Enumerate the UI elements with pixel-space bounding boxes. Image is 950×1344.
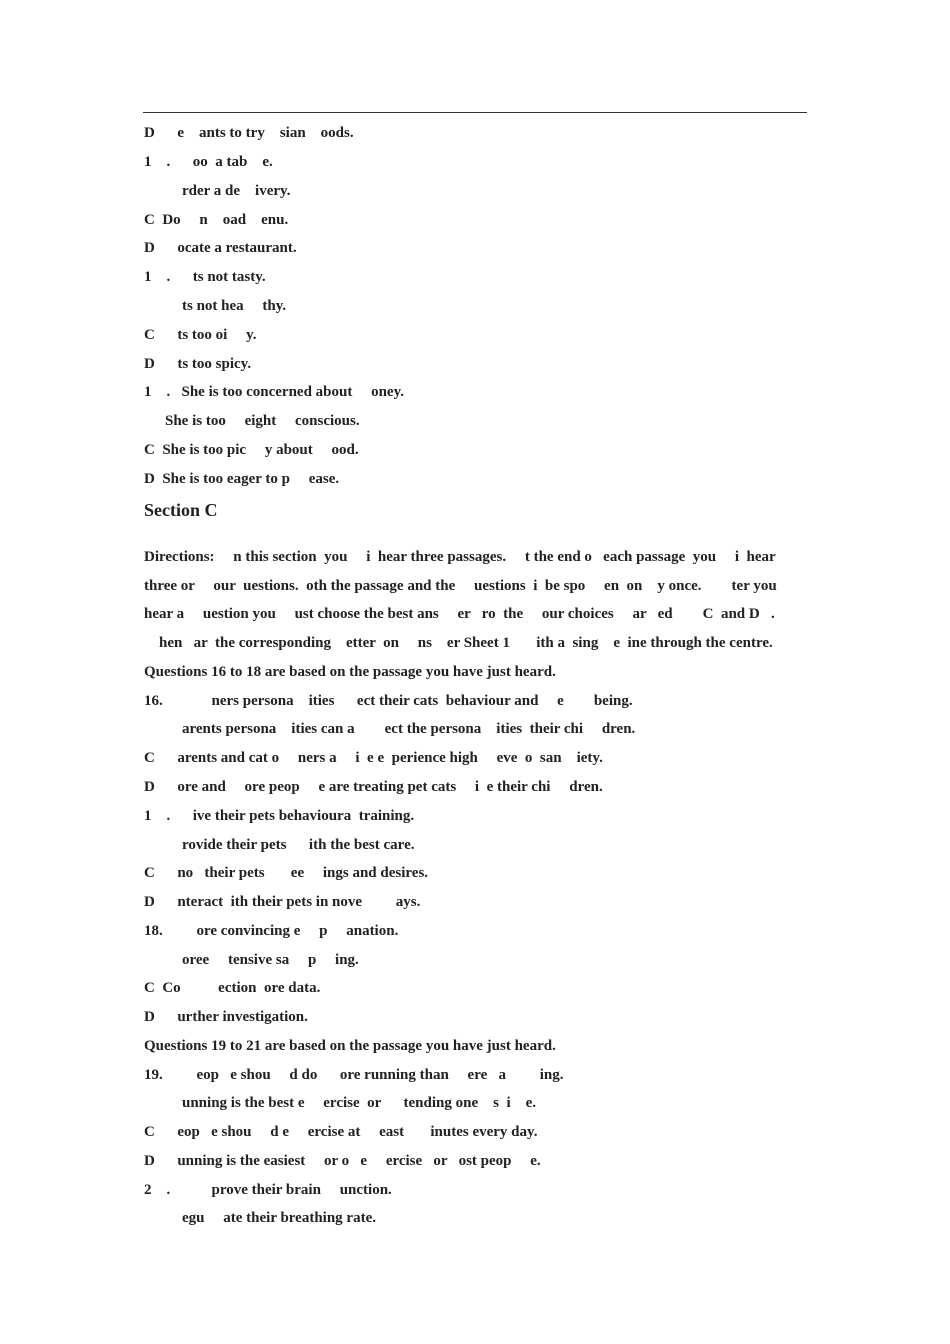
option-d-pets-like-children: D ore and ore peop e are treating pet cats i e their chi dren.: [144, 779, 603, 795]
option-b-weight-conscious: She is too eight conscious.: [165, 413, 360, 429]
header-rule: [143, 112, 807, 113]
question-16: 16. ners persona ities ect their cats behaviour and e being.: [144, 693, 633, 709]
option-b-parents-personalities: arents persona ities can a ect the persona ities their chi dren.: [182, 721, 636, 737]
option-d-further-investigation: D urther investigation.: [144, 1009, 308, 1025]
question-17: 1 . ive their pets behavioura training.: [144, 808, 415, 824]
option-b-best-care: rovide their pets ith the best care.: [182, 837, 415, 853]
question-18: 18. ore convincing e p anation.: [144, 923, 399, 939]
question-14: 1 . She is too concerned about oney.: [144, 384, 405, 400]
option-c-picky-food: C She is too pic y about ood.: [144, 442, 359, 458]
directions-line-1: Directions: n this section you i hear three passages. t the end o each passage you i hear: [144, 549, 776, 565]
questions-19-21-intro: Questions 19 to 21 are based on the passage you have just heard.: [144, 1038, 556, 1054]
option-d-locate-restaurant: D ocate a restaurant.: [144, 240, 297, 256]
option-c-download-menu: C Do n oad enu.: [144, 212, 289, 228]
option-b-not-healthy: ts not hea thy.: [182, 298, 287, 314]
option-d-running-easiest: D unning is the easiest or o e ercise or ost peop e.: [144, 1153, 541, 1169]
option-c-anxiety: C arents and cat o ners a i e e perience high eve o san iety.: [144, 750, 603, 766]
question-19: 19. eop e shou d do ore running than ere a ing.: [144, 1067, 564, 1083]
directions-line-4: hen ar the corresponding etter on ns er Sheet 1 ith a sing e ine through the centre.: [144, 635, 773, 651]
option-b-order-delivery: rder a de ivery.: [182, 183, 291, 199]
question-20: 2 . prove their brain unction.: [144, 1182, 392, 1198]
option-d-interact-novel-ways: D nteract ith their pets in nove ays.: [144, 894, 421, 910]
option-c-collection-data: C Co ection ore data.: [144, 980, 321, 996]
option-c-exercise-minutes: C eop e shou d e ercise at east inutes every day.: [144, 1124, 538, 1140]
question-12: 1 . oo a tab e.: [144, 154, 273, 170]
section-c-heading: Section C: [144, 500, 218, 520]
directions-line-2: three or our uestions. oth the passage and the uestions i be spo en on y once. ter you: [144, 578, 777, 594]
option-d-eager-please: D She is too eager to p ease.: [144, 471, 340, 487]
option-c-too-oily: C ts too oi y.: [144, 327, 257, 343]
option-b-extensive-sampling: oree tensive sa p ing.: [182, 952, 359, 968]
option-d-too-spicy: D ts too spicy.: [144, 356, 252, 372]
option-b-running-best-exercise: unning is the best e ercise or tending one s i e.: [182, 1095, 537, 1111]
option-c-feelings: C no their pets ee ings and desires.: [144, 865, 429, 881]
option-d-asian-foods: D e ants to try sian oods.: [144, 125, 354, 141]
questions-16-18-intro: Questions 16 to 18 are based on the passage you have just heard.: [144, 664, 556, 680]
question-13: 1 . ts not tasty.: [144, 269, 266, 285]
option-b-breathing-rate: egu ate their breathing rate.: [182, 1210, 376, 1226]
directions-line-3: hear a uestion you ust choose the best ans er ro the our choices ar ed C and D .: [144, 606, 775, 622]
